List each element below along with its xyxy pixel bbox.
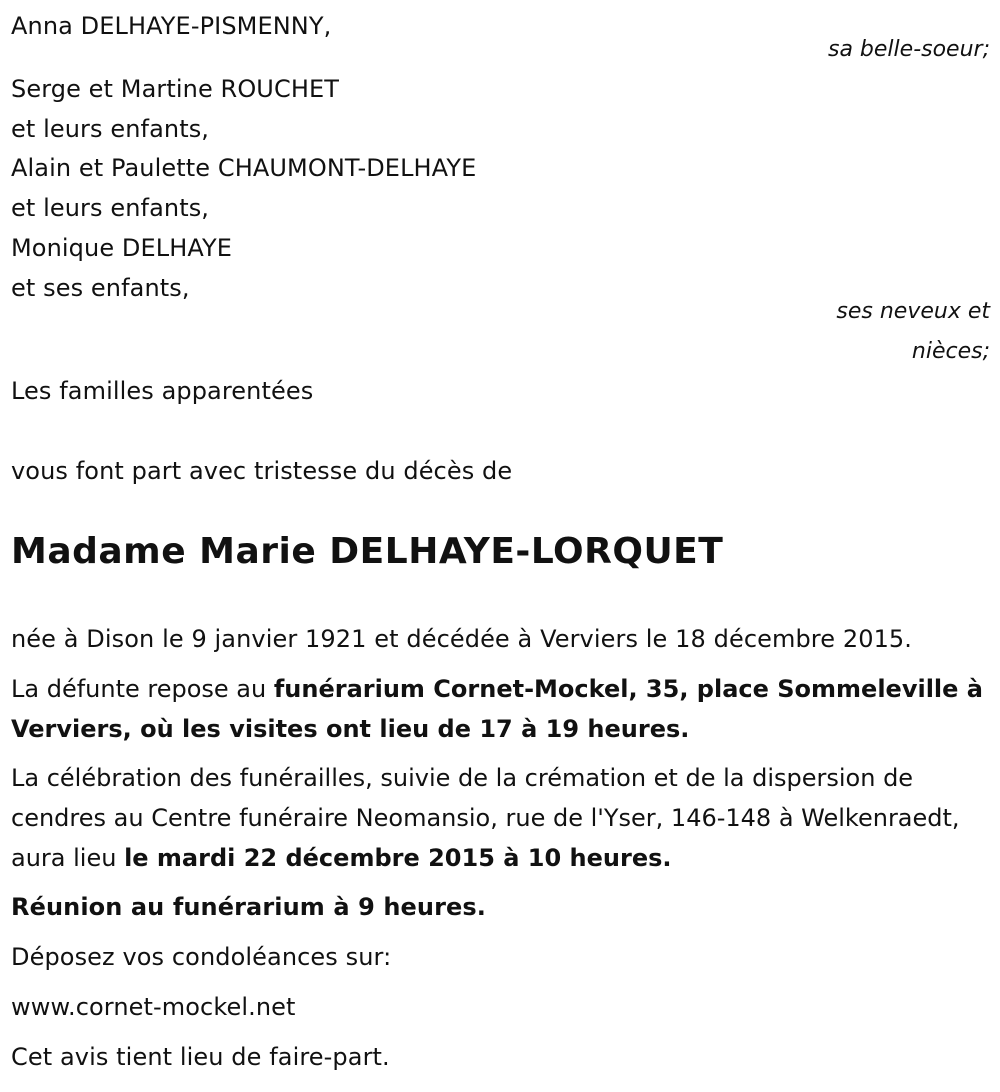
ceremony-paragraph — [11, 758, 991, 878]
family-relatives: Les familles apparentées — [11, 377, 314, 405]
family-member-monique: Monique DELHAYE — [11, 234, 233, 262]
repose-location: funérarium Cornet-Mockel, 35, place Sommeleville à Verviers, où les visites ont lieu de 17 à 19 heures. — [11, 675, 983, 743]
meeting-info: Réunion au funérarium à 9 heures. — [11, 893, 487, 921]
ceremony-date: le mardi 22 décembre 2015 à 10 heures. — [124, 844, 672, 872]
relation-neveux: ses neveux et — [836, 299, 990, 324]
condolences-label: Déposez vos condoléances sur: — [11, 943, 392, 971]
ceremony-prefix: La célébration des funérailles, suivie de la crémation et de la dispersion de cendres au Centre funéraire Neomansio, rue de l'Yser, 146-148 à Welkenraedt, aura lieu — [11, 764, 960, 872]
family-member-serge-martine: Serge et Martine ROUCHET — [11, 75, 340, 103]
repose-prefix: La défunte repose au — [11, 675, 274, 703]
family-children-3: et ses enfants, — [11, 274, 190, 302]
website-link[interactable]: www.cornet-mockel.net — [11, 993, 296, 1021]
notice-text: Cet avis tient lieu de faire-part. — [11, 1043, 390, 1071]
relation-nieces: nièces; — [911, 339, 990, 364]
family-children-1: et leurs enfants, — [11, 115, 210, 143]
announcement-intro: vous font part avec tristesse du décès de — [11, 457, 513, 485]
family-member-anna: Anna DELHAYE-PISMENNY, — [11, 12, 332, 40]
deceased-name: Madame Marie DELHAYE-LORQUET — [11, 531, 724, 572]
family-member-alain-paulette: Alain et Paulette CHAUMONT-DELHAYE — [11, 154, 477, 182]
relation-belle-soeur: sa belle-soeur; — [828, 37, 990, 62]
birth-death-dates: née à Dison le 9 janvier 1921 et décédée à Verviers le 18 décembre 2015. — [11, 625, 913, 653]
family-children-2: et leurs enfants, — [11, 194, 210, 222]
repose-paragraph — [11, 669, 991, 749]
